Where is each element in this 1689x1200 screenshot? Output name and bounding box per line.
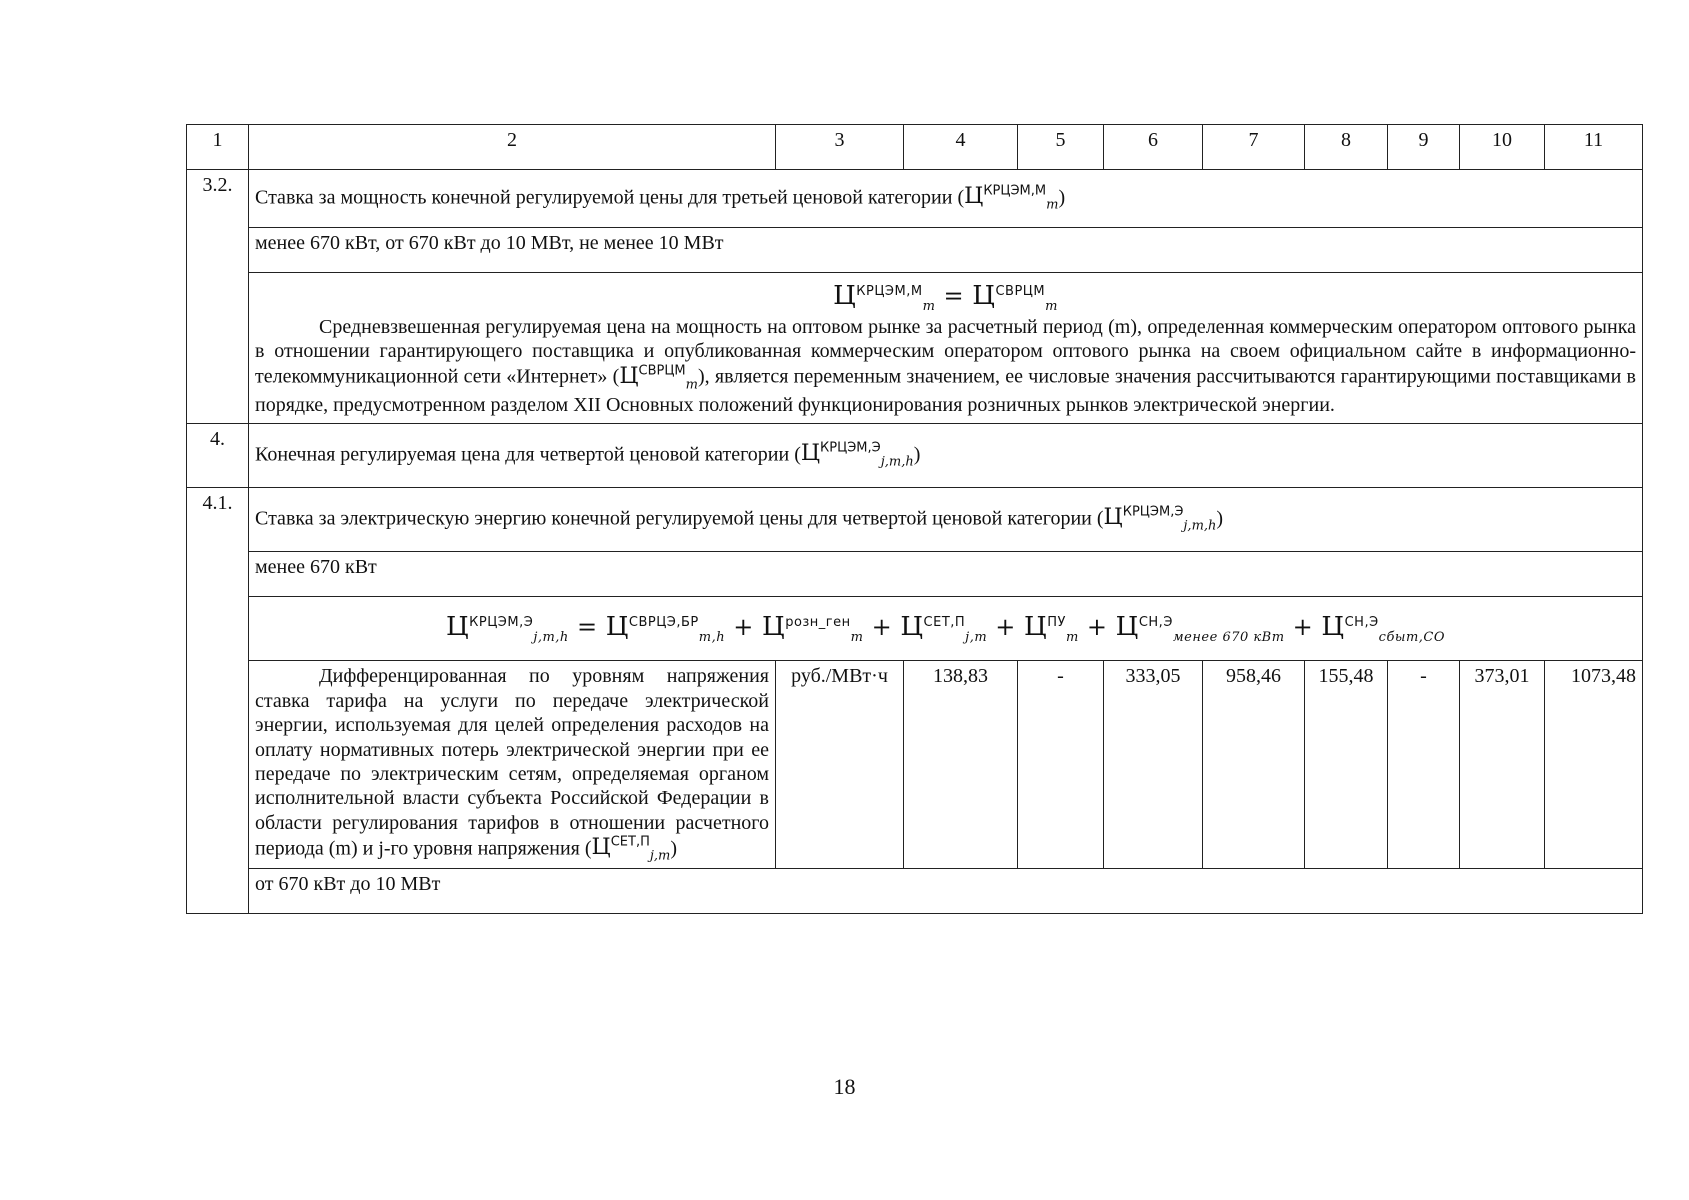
section-3-2-title-row [187,170,1643,228]
header-col-3: 3 [776,125,904,170]
header-col-7: 7 [1203,125,1305,170]
section-4-1-subcategory-row [187,552,1643,597]
value-col-5: - [1018,661,1104,868]
section-3-2-title-symbol: $Ц^{КРЦЭМ,М}_m$ [964,183,1059,213]
section-4-number: 4. [187,424,249,488]
section-3-2-subcategory: менее 670 кВт, от 670 кВт до 10 МВт, не менее 10 МВт [249,228,1643,273]
section-3-2-description: Средневзвешенная регулируемая цена на мощность на оптовом рынке за расчетный период (m), определенная коммерческим оператором оптового рынка в отношении гарантирующего поставщика и опубликованная коммерческим оператором оптового рынка на своем официальном сайте в информационно-телекоммуникационной сети «Интернет» $(Ц^{СВРЦМ}_m)$, является переменным значением, ее числовые значения рассчитываются гарантирующими поставщиками в порядке, предусмотренном разделом XII Основных положений функционирования розничных рынков электрической энергии. [255,315,1636,417]
section-3-2-formula: $Ц^{КРЦЭМ,М}_m = Ц^{СВРЦМ}_m$ [833,281,1058,314]
value-col-4: 138,83 [904,661,1018,868]
tariff-table [186,124,1643,914]
header-col-2: 2 [249,125,776,170]
page-number: 18 [833,1074,856,1099]
header-col-9: 9 [1388,125,1460,170]
section-3-2-subcategory-row [187,228,1643,273]
header-col-5: 5 [1018,125,1104,170]
section-3-2-formula-row [187,273,1643,424]
section-4-1-number: 4.1. [187,488,249,913]
section-4-1-subcategory-2: от 670 кВт до 10 МВт [249,868,1643,913]
value-col-11: 1073,48 [1545,661,1643,868]
value-col-9: - [1388,661,1460,868]
value-col-6: 333,05 [1104,661,1203,868]
header-col-6: 6 [1104,125,1203,170]
header-col-10: 10 [1460,125,1545,170]
section-3-2-formula-cell [249,273,1643,424]
value-col-8: 155,48 [1305,661,1388,868]
section-4-1-subcategory-2-row [187,868,1643,913]
section-4-1-rate-row [187,661,1643,868]
section-4-1-formula-row [187,597,1643,661]
section-4-1-title-row [187,488,1643,552]
value-col-10: 373,01 [1460,661,1545,868]
header-col-8: 8 [1305,125,1388,170]
section-4-1-title: Ставка за электрическую энергию конечной регулируемой цены для четвертой ценовой категории $(Ц^{КРЦЭМ,Э}_{j,m,h})$ [249,488,1643,552]
section-4-title-row [187,424,1643,488]
section-3-2-title-text: Ставка за мощность конечной регулируемой цены для третьей ценовой категории ( [255,186,965,209]
section-4-title: Конечная регулируемая цена для четвертой ценовой категории $(Ц^{КРЦЭМ,Э}_{j,m,h})$ [249,424,1643,488]
section-4-1-subcategory-1: менее 670 кВт [249,552,1643,597]
value-col-7: 958,46 [1203,661,1305,868]
section-4-1-unit: руб./МВт·ч [776,661,904,868]
header-col-11: 11 [1545,125,1643,170]
header-col-4: 4 [904,125,1018,170]
header-col-1: 1 [187,125,249,170]
section-3-2-number: 3.2. [187,170,249,424]
header-row [187,125,1643,170]
section-4-1-formula: $Ц^{КРЦЭМ,Э}_{j,m,h} = Ц^{СВРЦЭ,БР}_{m,h} + Ц^{розн\_ген}_m + Ц^{СЕТ,П}_{j,m} + Ц^{ПУ}_m + Ц^{СН,Э}_{менее 670 кВт} + Ц^{СН,Э}_{сбыт,СО}$ [249,597,1643,661]
section-3-2-title: Ставка за мощность конечной регулируемой цены для третьей ценовой категории $(Ц^{КРЦЭМ,М}_m)$ [249,170,1643,228]
section-4-1-rate-description: Дифференцированная по уровням напряжения ставка тарифа на услуги по передаче электрической энергии, используемая для целей определения расходов на оплату нормативных потерь электрической энергии при ее передаче по электрическим сетям, определяемая органом исполнительной власти субъекта Российской Федерации в области регулирования тарифов в отношении расчетного периода (m) и j-го уровня напряжения $(Ц^{СЕТ,П}_{j,m})$ [249,661,776,868]
